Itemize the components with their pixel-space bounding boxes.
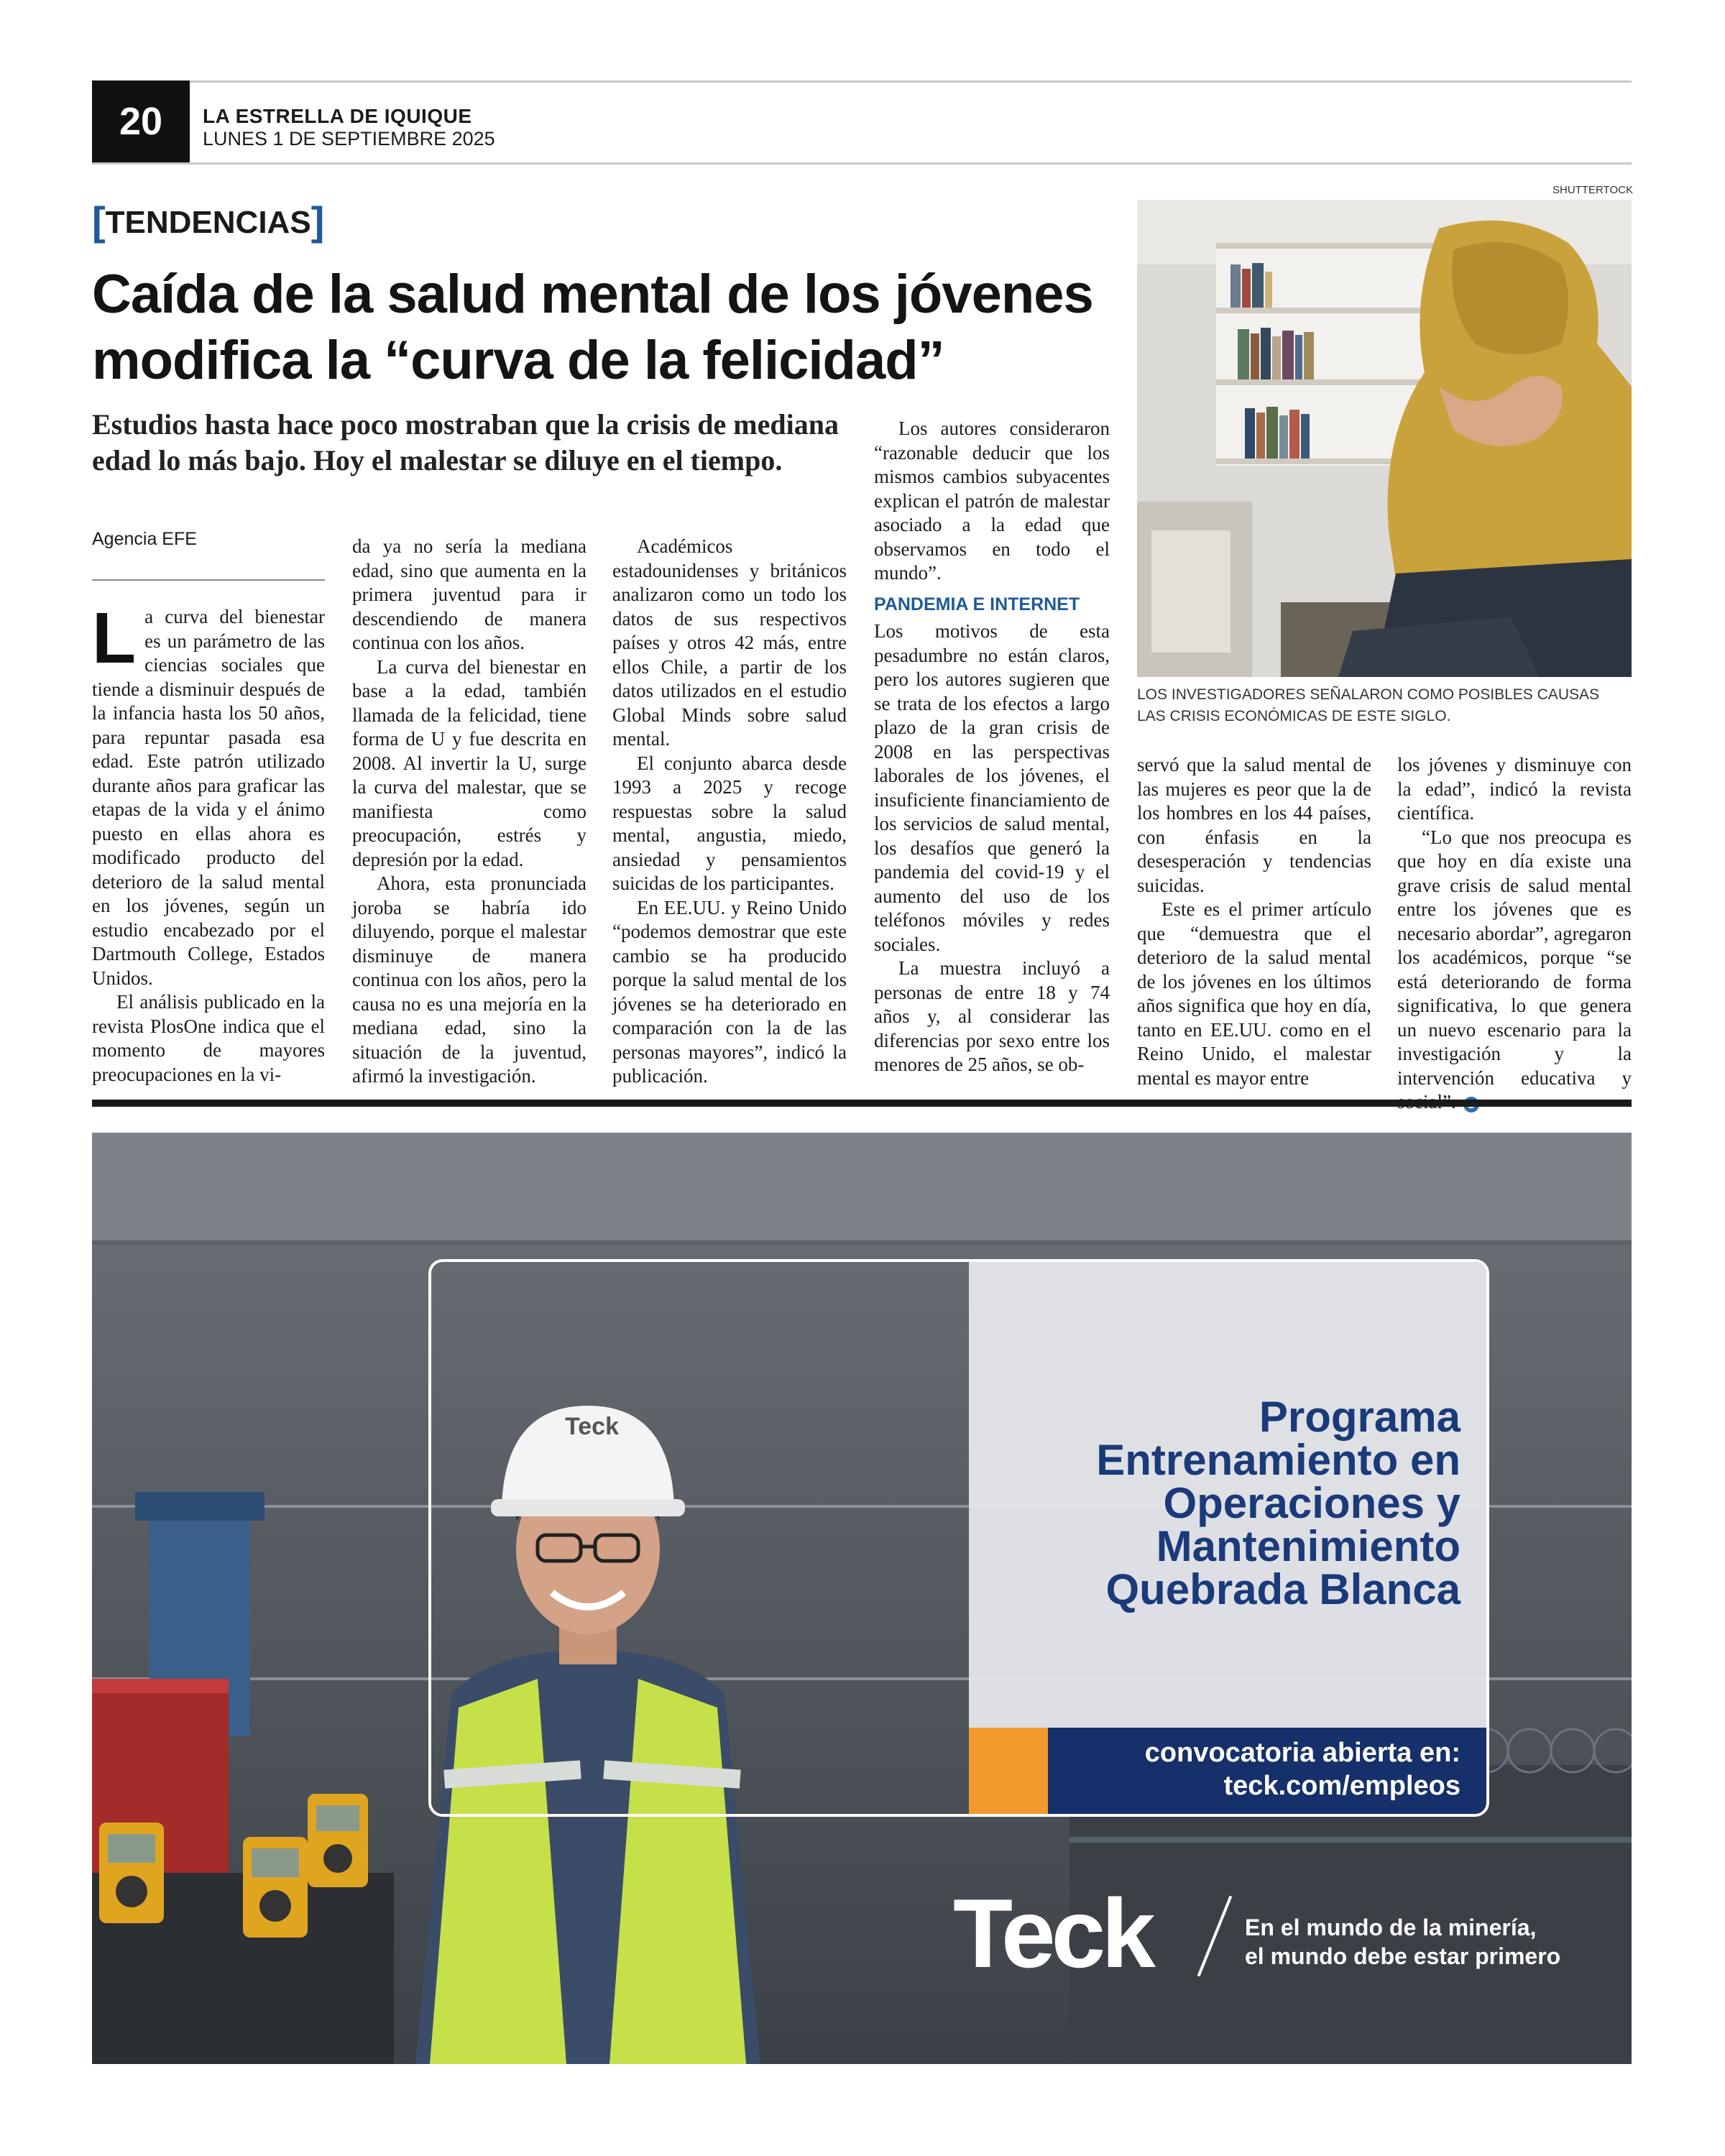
ad-headline-line: Programa — [1259, 1393, 1460, 1441]
column-2 — [352, 535, 586, 1089]
paragraph: da ya no sería la mediana edad, sino que aumenta en la primera juventud para ir descendiendo de manera continua con los años. — [352, 535, 586, 653]
column-3 — [612, 535, 847, 1089]
ad-cta-line-1: convocatoria abierta en: — [1144, 1738, 1460, 1768]
title-line-1: Caída de la salud mental de los jóvenes — [92, 264, 1093, 325]
ad-cta-url: teck.com/empleos — [1223, 1771, 1460, 1801]
paragraph: En EE.UU. y Reino Unido “podemos demostrar que este cambio se ha producido porque la salud mental de los jóvenes se ha deteriorado en comparación con la de las personas mayores”, indicó la publicación. — [612, 896, 847, 1087]
paragraph: Este es el primer artículo que “demuestra que el deterioro de la salud mental de los jóvenes en los últimos años significa que hoy en día, tanto en EE.UU. como en el Reino Unido, el malestar mental es mayor entre — [1137, 898, 1371, 1089]
paragraph: “Lo que nos preocupa es que hoy en día existe una grave crisis de salud mental entre los jóvenes que es necesario abordar”, agregaron los académicos, porque “se está deteriorando de forma significativa, lo que genera un nuevo escenario para la investigación y la intervención educativa y — [1397, 826, 1632, 1115]
teck-advertisement — [92, 1133, 1632, 2064]
title-line-2: modifica la “curva de la felicidad” — [92, 330, 944, 391]
ad-headline — [957, 1393, 1460, 1613]
ad-accent-bar — [969, 1728, 1048, 1817]
ad-headline-line: Quebrada Blanca — [1105, 1565, 1460, 1613]
section-label: TENDENCIAS — [105, 205, 311, 240]
article-title — [92, 262, 1141, 394]
section-divider — [92, 1100, 1632, 1107]
paragraph: El análisis publicado en la revista PlosOne indica que el momento de mayores preocupaciones en la vi- — [92, 991, 325, 1085]
article-photo — [1137, 200, 1632, 677]
helmet-logo: Teck — [565, 1413, 619, 1440]
column-6 — [1397, 753, 1632, 1115]
byline-rule — [92, 579, 325, 581]
issue-date: LUNES 1 DE SEPTIEMBRE 2025 — [203, 128, 495, 149]
paragraph: Académicos estadounidenses y británicos analizaron como un todo los datos de sus respectivos países y otros 42 más, entre ellos Chile, a partir de los datos utilizados en el estudio Global Minds sobre salud mental. — [612, 535, 847, 750]
photo-illustration — [1137, 200, 1632, 677]
ad-tagline-line-1: En el mundo de la minería, — [1245, 1915, 1537, 1940]
ad-headline-line: Operaciones y — [1163, 1479, 1460, 1527]
ad-headline-line: Mantenimiento — [1156, 1522, 1460, 1570]
teck-logo: Teck — [953, 1879, 1151, 1988]
paragraph: Los motivos de esta pesadumbre no están claros, pero los autores sugieren que se trata de los efectos a largo plazo de la gran crisis de 2008 en las perspectivas laborales de los jóvenes, el insuficiente financiamiento de los servicios de salud mental, los desafíos que generó la pandemia del covid-19 y el aumento del uso de los teléfonos móviles y redes sociales. — [874, 620, 1110, 955]
paragraph: servó que la salud mental de las mujeres es peor que la de los hombres en los 44 países, con énfasis en la desesperación y tendencias suicidas. — [1137, 754, 1371, 896]
header-rule-top — [92, 80, 1632, 83]
paragraph: El conjunto abarca desde 1993 a 2025 y recoge respuestas sobre la salud mental, angustia, miedo, ansiedad y pensamientos suicidas de los participantes. — [612, 752, 847, 894]
paragraph: La muestra incluyó a personas de entre 18 y 74 años y, al considerar las diferencias por sexo entre los menores de 25 años, se ob- — [874, 957, 1110, 1075]
photo-credit: SHUTTERTOCK — [1552, 184, 1633, 196]
paragraph: La curva del bienestar en base a la edad, también llamada de la felicidad, tiene forma de U y fue descrita en 2008. Al invertir la U, surge la curva del malestar, que se manifiesta como preocupación, estrés y depresión por la edad. — [352, 655, 586, 870]
ad-tagline-line-2: el mundo debe estar primero — [1245, 1943, 1561, 1969]
dropcap: L — [92, 598, 137, 678]
page-number: 20 — [92, 80, 190, 162]
paragraph: Ahora, esta pronunciada joroba se habría ido diluyendo, porque el malestar disminuye de manera continua con los años, pero la causa no es una mejoría en la mediana edad, sino la situación de la juventud, afirmó la investigación. — [352, 872, 586, 1087]
newspaper-name: LA ESTRELLA DE IQUIQUE — [203, 105, 472, 127]
photo-caption: LOS INVESTIGADORES SEÑALARON COMO POSIBLES CAUSAS LAS CRISIS ECONÓMICAS DE ESTE SIGLO. — [1137, 686, 1600, 724]
ad-tagline — [1245, 1913, 1560, 1971]
paragraph: Los autores consideraron “razonable deducir que los mismos cambios subyacentes explican el patrón de malestar asociado a la edad que observamos en todo el mundo”. — [874, 418, 1110, 584]
column-4 — [874, 417, 1110, 1077]
column-1 — [92, 598, 325, 1087]
column-5 — [1137, 753, 1371, 1090]
ad-panel — [428, 1259, 1489, 1817]
subhead: PANDEMIA E INTERNET — [874, 594, 1080, 614]
paragraph: La curva del bienestar es un parámetro de las ciencias sociales que tiende a disminuir después de la infancia hasta los 50 años, para repuntar pasada esa edad. Este patrón utilizado durante años para graficar las etapas de la vida y el ánimo puesto en ellas ahora es modificado producto del deterioro de la salud mental en los jóvenes, según un estudio encabezado por el Dartmouth College, Estados Unidos. — [92, 598, 325, 989]
ad-headline-line: Entrenamiento en — [1096, 1436, 1460, 1484]
paragraph: los jóvenes y disminuye con la edad”, indicó la revista científica. — [1397, 754, 1632, 824]
header-rule-bottom — [92, 162, 1632, 165]
byline: Agencia EFE — [92, 529, 197, 549]
ad-cta — [1145, 1736, 1460, 1802]
section-tag: [TENDENCIAS] — [92, 198, 325, 244]
article-subtitle: Estudios hasta hace poco mostraban que la crisis de mediana edad lo más bajo. Hoy el malestar se diluye en el tiempo. — [92, 408, 839, 476]
